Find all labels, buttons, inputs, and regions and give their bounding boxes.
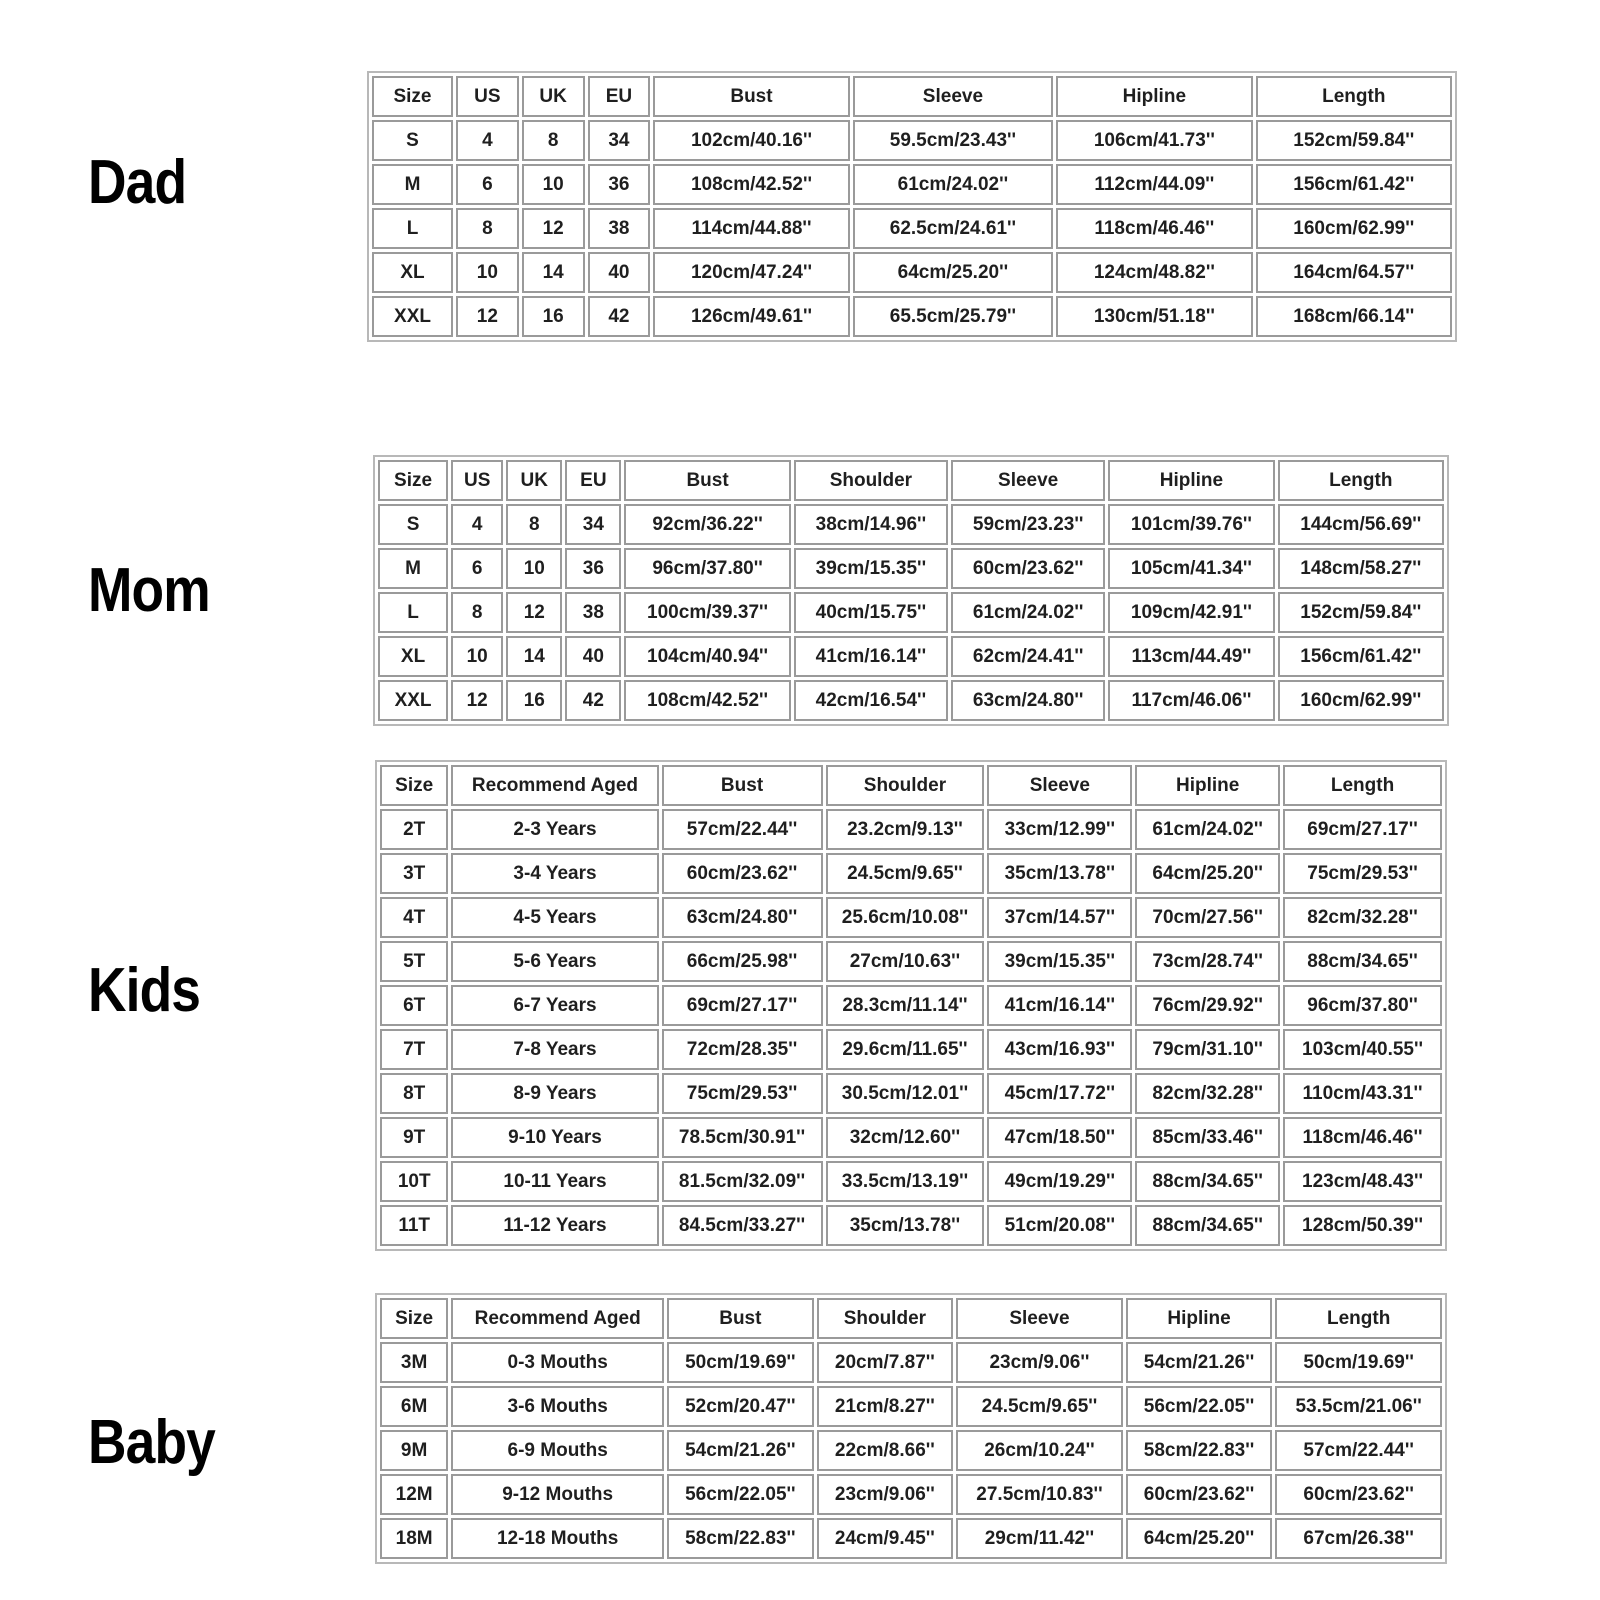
kids-size-cell: 4T <box>380 897 448 938</box>
baby-value-cell: 58cm/22.83'' <box>667 1518 814 1559</box>
kids-value-cell: 49cm/19.29'' <box>987 1161 1132 1202</box>
baby-column-header: Size <box>380 1298 448 1339</box>
kids-value-cell: 11-12 Years <box>451 1205 658 1246</box>
baby-value-cell: 27.5cm/10.83'' <box>956 1474 1123 1515</box>
kids-value-cell: 51cm/20.08'' <box>987 1205 1132 1246</box>
mom-value-cell: 104cm/40.94'' <box>624 636 790 677</box>
mom-column-header: UK <box>506 460 562 501</box>
baby-label: Baby <box>88 1408 215 1477</box>
baby-value-cell: 58cm/22.83'' <box>1126 1430 1273 1471</box>
dad-value-cell: 160cm/62.99'' <box>1256 208 1452 249</box>
kids-value-cell: 88cm/34.65'' <box>1135 1205 1280 1246</box>
baby-column-header: Hipline <box>1126 1298 1273 1339</box>
mom-column-header: Shoulder <box>794 460 948 501</box>
kids-value-cell: 30.5cm/12.01'' <box>826 1073 985 1114</box>
kids-value-cell: 35cm/13.78'' <box>826 1205 985 1246</box>
table-row <box>380 1430 1442 1471</box>
mom-value-cell: 105cm/41.34'' <box>1108 548 1274 589</box>
baby-header-row <box>380 1298 1442 1339</box>
mom-value-cell: 62cm/24.41'' <box>951 636 1105 677</box>
dad-value-cell: 10 <box>522 164 585 205</box>
dad-value-cell: 59.5cm/23.43'' <box>853 120 1053 161</box>
mom-value-cell: 108cm/42.52'' <box>624 680 790 721</box>
kids-value-cell: 70cm/27.56'' <box>1135 897 1280 938</box>
mom-header-row <box>378 460 1444 501</box>
dad-column-header: EU <box>588 76 651 117</box>
kids-value-cell: 8-9 Years <box>451 1073 658 1114</box>
mom-value-cell: 38cm/14.96'' <box>794 504 948 545</box>
kids-value-cell: 5-6 Years <box>451 941 658 982</box>
mom-column-header: Sleeve <box>951 460 1105 501</box>
mom-size-cell: XL <box>378 636 448 677</box>
dad-size-table <box>367 71 1457 342</box>
baby-value-cell: 12-18 Mouths <box>451 1518 664 1559</box>
kids-value-cell: 123cm/48.43'' <box>1283 1161 1442 1202</box>
kids-value-cell: 33cm/12.99'' <box>987 809 1132 850</box>
table-row <box>378 680 1444 721</box>
kids-size-cell: 7T <box>380 1029 448 1070</box>
mom-value-cell: 152cm/59.84'' <box>1278 592 1444 633</box>
baby-value-cell: 64cm/25.20'' <box>1126 1518 1273 1559</box>
mom-value-cell: 117cm/46.06'' <box>1108 680 1274 721</box>
dad-column-header: Bust <box>653 76 849 117</box>
baby-value-cell: 21cm/8.27'' <box>817 1386 954 1427</box>
kids-size-cell: 3T <box>380 853 448 894</box>
mom-value-cell: 100cm/39.37'' <box>624 592 790 633</box>
dad-value-cell: 12 <box>522 208 585 249</box>
baby-value-cell: 50cm/19.69'' <box>1275 1342 1442 1383</box>
dad-size-cell: L <box>372 208 453 249</box>
kids-label: Kids <box>88 956 201 1025</box>
kids-value-cell: 75cm/29.53'' <box>1283 853 1442 894</box>
mom-value-cell: 96cm/37.80'' <box>624 548 790 589</box>
mom-value-cell: 63cm/24.80'' <box>951 680 1105 721</box>
kids-value-cell: 23.2cm/9.13'' <box>826 809 985 850</box>
dad-value-cell: 168cm/66.14'' <box>1256 296 1452 337</box>
kids-size-table <box>375 760 1447 1251</box>
mom-value-cell: 40 <box>565 636 621 677</box>
baby-value-cell: 23cm/9.06'' <box>956 1342 1123 1383</box>
baby-value-cell: 56cm/22.05'' <box>667 1474 814 1515</box>
baby-value-cell: 60cm/23.62'' <box>1126 1474 1273 1515</box>
baby-value-cell: 57cm/22.44'' <box>1275 1430 1442 1471</box>
baby-column-header: Recommend Aged <box>451 1298 664 1339</box>
kids-value-cell: 60cm/23.62'' <box>662 853 823 894</box>
table-row <box>380 1161 1442 1202</box>
kids-value-cell: 64cm/25.20'' <box>1135 853 1280 894</box>
kids-size-cell: 10T <box>380 1161 448 1202</box>
mom-column-header: Hipline <box>1108 460 1274 501</box>
mom-value-cell: 156cm/61.42'' <box>1278 636 1444 677</box>
kids-value-cell: 33.5cm/13.19'' <box>826 1161 985 1202</box>
table-row <box>380 1518 1442 1559</box>
table-row <box>380 1342 1442 1383</box>
mom-value-cell: 10 <box>506 548 562 589</box>
mom-column-header: US <box>451 460 503 501</box>
mom-value-cell: 113cm/44.49'' <box>1108 636 1274 677</box>
kids-value-cell: 61cm/24.02'' <box>1135 809 1280 850</box>
baby-value-cell: 53.5cm/21.06'' <box>1275 1386 1442 1427</box>
kids-value-cell: 69cm/27.17'' <box>662 985 823 1026</box>
table-row <box>378 504 1444 545</box>
baby-value-cell: 0-3 Mouths <box>451 1342 664 1383</box>
baby-size-table <box>375 1293 1447 1564</box>
dad-value-cell: 16 <box>522 296 585 337</box>
mom-value-cell: 41cm/16.14'' <box>794 636 948 677</box>
kids-value-cell: 79cm/31.10'' <box>1135 1029 1280 1070</box>
table-row <box>380 1474 1442 1515</box>
baby-value-cell: 24cm/9.45'' <box>817 1518 954 1559</box>
mom-value-cell: 4 <box>451 504 503 545</box>
table-row <box>372 208 1452 249</box>
dad-value-cell: 62.5cm/24.61'' <box>853 208 1053 249</box>
mom-column-header: Size <box>378 460 448 501</box>
dad-value-cell: 164cm/64.57'' <box>1256 252 1452 293</box>
kids-value-cell: 24.5cm/9.65'' <box>826 853 985 894</box>
mom-size-cell: XXL <box>378 680 448 721</box>
table-row <box>380 1117 1442 1158</box>
baby-value-cell: 56cm/22.05'' <box>1126 1386 1273 1427</box>
baby-size-cell: 3M <box>380 1342 448 1383</box>
table-row <box>372 296 1452 337</box>
kids-value-cell: 25.6cm/10.08'' <box>826 897 985 938</box>
baby-value-cell: 52cm/20.47'' <box>667 1386 814 1427</box>
kids-value-cell: 66cm/25.98'' <box>662 941 823 982</box>
baby-value-cell: 24.5cm/9.65'' <box>956 1386 1123 1427</box>
kids-column-header: Length <box>1283 765 1442 806</box>
kids-column-header: Hipline <box>1135 765 1280 806</box>
table-row <box>372 164 1452 205</box>
table-row <box>380 1073 1442 1114</box>
kids-value-cell: 69cm/27.17'' <box>1283 809 1442 850</box>
dad-value-cell: 34 <box>588 120 651 161</box>
kids-value-cell: 128cm/50.39'' <box>1283 1205 1442 1246</box>
mom-value-cell: 92cm/36.22'' <box>624 504 790 545</box>
dad-value-cell: 102cm/40.16'' <box>653 120 849 161</box>
table-row <box>380 853 1442 894</box>
mom-label: Mom <box>88 556 210 625</box>
dad-header-row <box>372 76 1452 117</box>
mom-value-cell: 42cm/16.54'' <box>794 680 948 721</box>
mom-size-table <box>373 455 1449 726</box>
kids-value-cell: 75cm/29.53'' <box>662 1073 823 1114</box>
dad-value-cell: 36 <box>588 164 651 205</box>
kids-value-cell: 82cm/32.28'' <box>1283 897 1442 938</box>
kids-value-cell: 57cm/22.44'' <box>662 809 823 850</box>
kids-size-cell: 11T <box>380 1205 448 1246</box>
kids-value-cell: 81.5cm/32.09'' <box>662 1161 823 1202</box>
dad-value-cell: 106cm/41.73'' <box>1056 120 1252 161</box>
kids-value-cell: 118cm/46.46'' <box>1283 1117 1442 1158</box>
kids-value-cell: 4-5 Years <box>451 897 658 938</box>
mom-value-cell: 144cm/56.69'' <box>1278 504 1444 545</box>
mom-value-cell: 12 <box>451 680 503 721</box>
baby-value-cell: 3-6 Mouths <box>451 1386 664 1427</box>
dad-value-cell: 112cm/44.09'' <box>1056 164 1252 205</box>
mom-column-header: EU <box>565 460 621 501</box>
dad-label: Dad <box>88 148 187 217</box>
dad-column-header: US <box>456 76 519 117</box>
mom-value-cell: 101cm/39.76'' <box>1108 504 1274 545</box>
table-row <box>378 548 1444 589</box>
kids-value-cell: 103cm/40.55'' <box>1283 1029 1442 1070</box>
mom-value-cell: 109cm/42.91'' <box>1108 592 1274 633</box>
dad-value-cell: 4 <box>456 120 519 161</box>
dad-column-header: Sleeve <box>853 76 1053 117</box>
mom-size-cell: S <box>378 504 448 545</box>
kids-value-cell: 32cm/12.60'' <box>826 1117 985 1158</box>
dad-value-cell: 114cm/44.88'' <box>653 208 849 249</box>
table-row <box>380 985 1442 1026</box>
dad-value-cell: 124cm/48.82'' <box>1056 252 1252 293</box>
baby-value-cell: 54cm/21.26'' <box>1126 1342 1273 1383</box>
kids-value-cell: 43cm/16.93'' <box>987 1029 1132 1070</box>
kids-value-cell: 28.3cm/11.14'' <box>826 985 985 1026</box>
dad-value-cell: 118cm/46.46'' <box>1056 208 1252 249</box>
table-row <box>380 809 1442 850</box>
kids-value-cell: 39cm/15.35'' <box>987 941 1132 982</box>
kids-value-cell: 96cm/37.80'' <box>1283 985 1442 1026</box>
kids-value-cell: 88cm/34.65'' <box>1283 941 1442 982</box>
dad-value-cell: 64cm/25.20'' <box>853 252 1053 293</box>
baby-value-cell: 6-9 Mouths <box>451 1430 664 1471</box>
mom-value-cell: 12 <box>506 592 562 633</box>
baby-size-cell: 12M <box>380 1474 448 1515</box>
kids-value-cell: 85cm/33.46'' <box>1135 1117 1280 1158</box>
mom-value-cell: 8 <box>451 592 503 633</box>
kids-value-cell: 41cm/16.14'' <box>987 985 1132 1026</box>
mom-value-cell: 10 <box>451 636 503 677</box>
mom-value-cell: 8 <box>506 504 562 545</box>
mom-column-header: Length <box>1278 460 1444 501</box>
dad-size-cell: XL <box>372 252 453 293</box>
baby-size-cell: 9M <box>380 1430 448 1471</box>
baby-column-header: Length <box>1275 1298 1442 1339</box>
dad-value-cell: 108cm/42.52'' <box>653 164 849 205</box>
dad-value-cell: 14 <box>522 252 585 293</box>
kids-value-cell: 3-4 Years <box>451 853 658 894</box>
mom-value-cell: 40cm/15.75'' <box>794 592 948 633</box>
mom-value-cell: 38 <box>565 592 621 633</box>
kids-value-cell: 76cm/29.92'' <box>1135 985 1280 1026</box>
dad-size-cell: S <box>372 120 453 161</box>
kids-size-cell: 5T <box>380 941 448 982</box>
mom-value-cell: 36 <box>565 548 621 589</box>
mom-size-cell: L <box>378 592 448 633</box>
kids-size-cell: 2T <box>380 809 448 850</box>
mom-value-cell: 42 <box>565 680 621 721</box>
kids-value-cell: 78.5cm/30.91'' <box>662 1117 823 1158</box>
kids-column-header: Size <box>380 765 448 806</box>
dad-column-header: Length <box>1256 76 1452 117</box>
dad-value-cell: 61cm/24.02'' <box>853 164 1053 205</box>
baby-value-cell: 23cm/9.06'' <box>817 1474 954 1515</box>
kids-value-cell: 37cm/14.57'' <box>987 897 1132 938</box>
kids-column-header: Bust <box>662 765 823 806</box>
dad-value-cell: 126cm/49.61'' <box>653 296 849 337</box>
table-row <box>372 252 1452 293</box>
dad-value-cell: 10 <box>456 252 519 293</box>
dad-value-cell: 12 <box>456 296 519 337</box>
baby-size-cell: 6M <box>380 1386 448 1427</box>
baby-column-header: Shoulder <box>817 1298 954 1339</box>
dad-value-cell: 65.5cm/25.79'' <box>853 296 1053 337</box>
baby-column-header: Sleeve <box>956 1298 1123 1339</box>
mom-value-cell: 16 <box>506 680 562 721</box>
baby-value-cell: 60cm/23.62'' <box>1275 1474 1442 1515</box>
dad-value-cell: 156cm/61.42'' <box>1256 164 1452 205</box>
dad-size-cell: M <box>372 164 453 205</box>
dad-value-cell: 130cm/51.18'' <box>1056 296 1252 337</box>
baby-value-cell: 20cm/7.87'' <box>817 1342 954 1383</box>
kids-value-cell: 82cm/32.28'' <box>1135 1073 1280 1114</box>
mom-value-cell: 14 <box>506 636 562 677</box>
baby-value-cell: 54cm/21.26'' <box>667 1430 814 1471</box>
kids-value-cell: 2-3 Years <box>451 809 658 850</box>
kids-value-cell: 84.5cm/33.27'' <box>662 1205 823 1246</box>
table-row <box>380 1029 1442 1070</box>
kids-value-cell: 10-11 Years <box>451 1161 658 1202</box>
table-row <box>378 592 1444 633</box>
dad-value-cell: 152cm/59.84'' <box>1256 120 1452 161</box>
baby-value-cell: 50cm/19.69'' <box>667 1342 814 1383</box>
kids-value-cell: 47cm/18.50'' <box>987 1117 1132 1158</box>
kids-value-cell: 45cm/17.72'' <box>987 1073 1132 1114</box>
baby-value-cell: 26cm/10.24'' <box>956 1430 1123 1471</box>
dad-size-cell: XXL <box>372 296 453 337</box>
dad-value-cell: 42 <box>588 296 651 337</box>
mom-value-cell: 60cm/23.62'' <box>951 548 1105 589</box>
kids-value-cell: 27cm/10.63'' <box>826 941 985 982</box>
mom-value-cell: 59cm/23.23'' <box>951 504 1105 545</box>
kids-value-cell: 7-8 Years <box>451 1029 658 1070</box>
dad-value-cell: 8 <box>522 120 585 161</box>
dad-column-header: Hipline <box>1056 76 1252 117</box>
baby-column-header: Bust <box>667 1298 814 1339</box>
kids-value-cell: 110cm/43.31'' <box>1283 1073 1442 1114</box>
baby-value-cell: 67cm/26.38'' <box>1275 1518 1442 1559</box>
kids-column-header: Sleeve <box>987 765 1132 806</box>
kids-column-header: Recommend Aged <box>451 765 658 806</box>
kids-size-cell: 8T <box>380 1073 448 1114</box>
baby-value-cell: 9-12 Mouths <box>451 1474 664 1515</box>
mom-value-cell: 148cm/58.27'' <box>1278 548 1444 589</box>
table-row <box>380 941 1442 982</box>
kids-size-cell: 6T <box>380 985 448 1026</box>
kids-value-cell: 73cm/28.74'' <box>1135 941 1280 982</box>
mom-value-cell: 34 <box>565 504 621 545</box>
mom-value-cell: 61cm/24.02'' <box>951 592 1105 633</box>
table-row <box>380 1386 1442 1427</box>
mom-column-header: Bust <box>624 460 790 501</box>
kids-value-cell: 6-7 Years <box>451 985 658 1026</box>
dad-value-cell: 6 <box>456 164 519 205</box>
kids-size-cell: 9T <box>380 1117 448 1158</box>
dad-value-cell: 120cm/47.24'' <box>653 252 849 293</box>
kids-column-header: Shoulder <box>826 765 985 806</box>
mom-value-cell: 6 <box>451 548 503 589</box>
kids-value-cell: 29.6cm/11.65'' <box>826 1029 985 1070</box>
mom-value-cell: 39cm/15.35'' <box>794 548 948 589</box>
kids-header-row <box>380 765 1442 806</box>
kids-value-cell: 72cm/28.35'' <box>662 1029 823 1070</box>
mom-value-cell: 160cm/62.99'' <box>1278 680 1444 721</box>
dad-column-header: Size <box>372 76 453 117</box>
kids-value-cell: 35cm/13.78'' <box>987 853 1132 894</box>
table-row <box>378 636 1444 677</box>
kids-value-cell: 63cm/24.80'' <box>662 897 823 938</box>
kids-value-cell: 88cm/34.65'' <box>1135 1161 1280 1202</box>
mom-size-cell: M <box>378 548 448 589</box>
dad-value-cell: 38 <box>588 208 651 249</box>
baby-size-cell: 18M <box>380 1518 448 1559</box>
kids-value-cell: 9-10 Years <box>451 1117 658 1158</box>
baby-value-cell: 29cm/11.42'' <box>956 1518 1123 1559</box>
table-row <box>380 1205 1442 1246</box>
dad-value-cell: 8 <box>456 208 519 249</box>
baby-value-cell: 22cm/8.66'' <box>817 1430 954 1471</box>
dad-column-header: UK <box>522 76 585 117</box>
table-row <box>372 120 1452 161</box>
dad-value-cell: 40 <box>588 252 651 293</box>
table-row <box>380 897 1442 938</box>
